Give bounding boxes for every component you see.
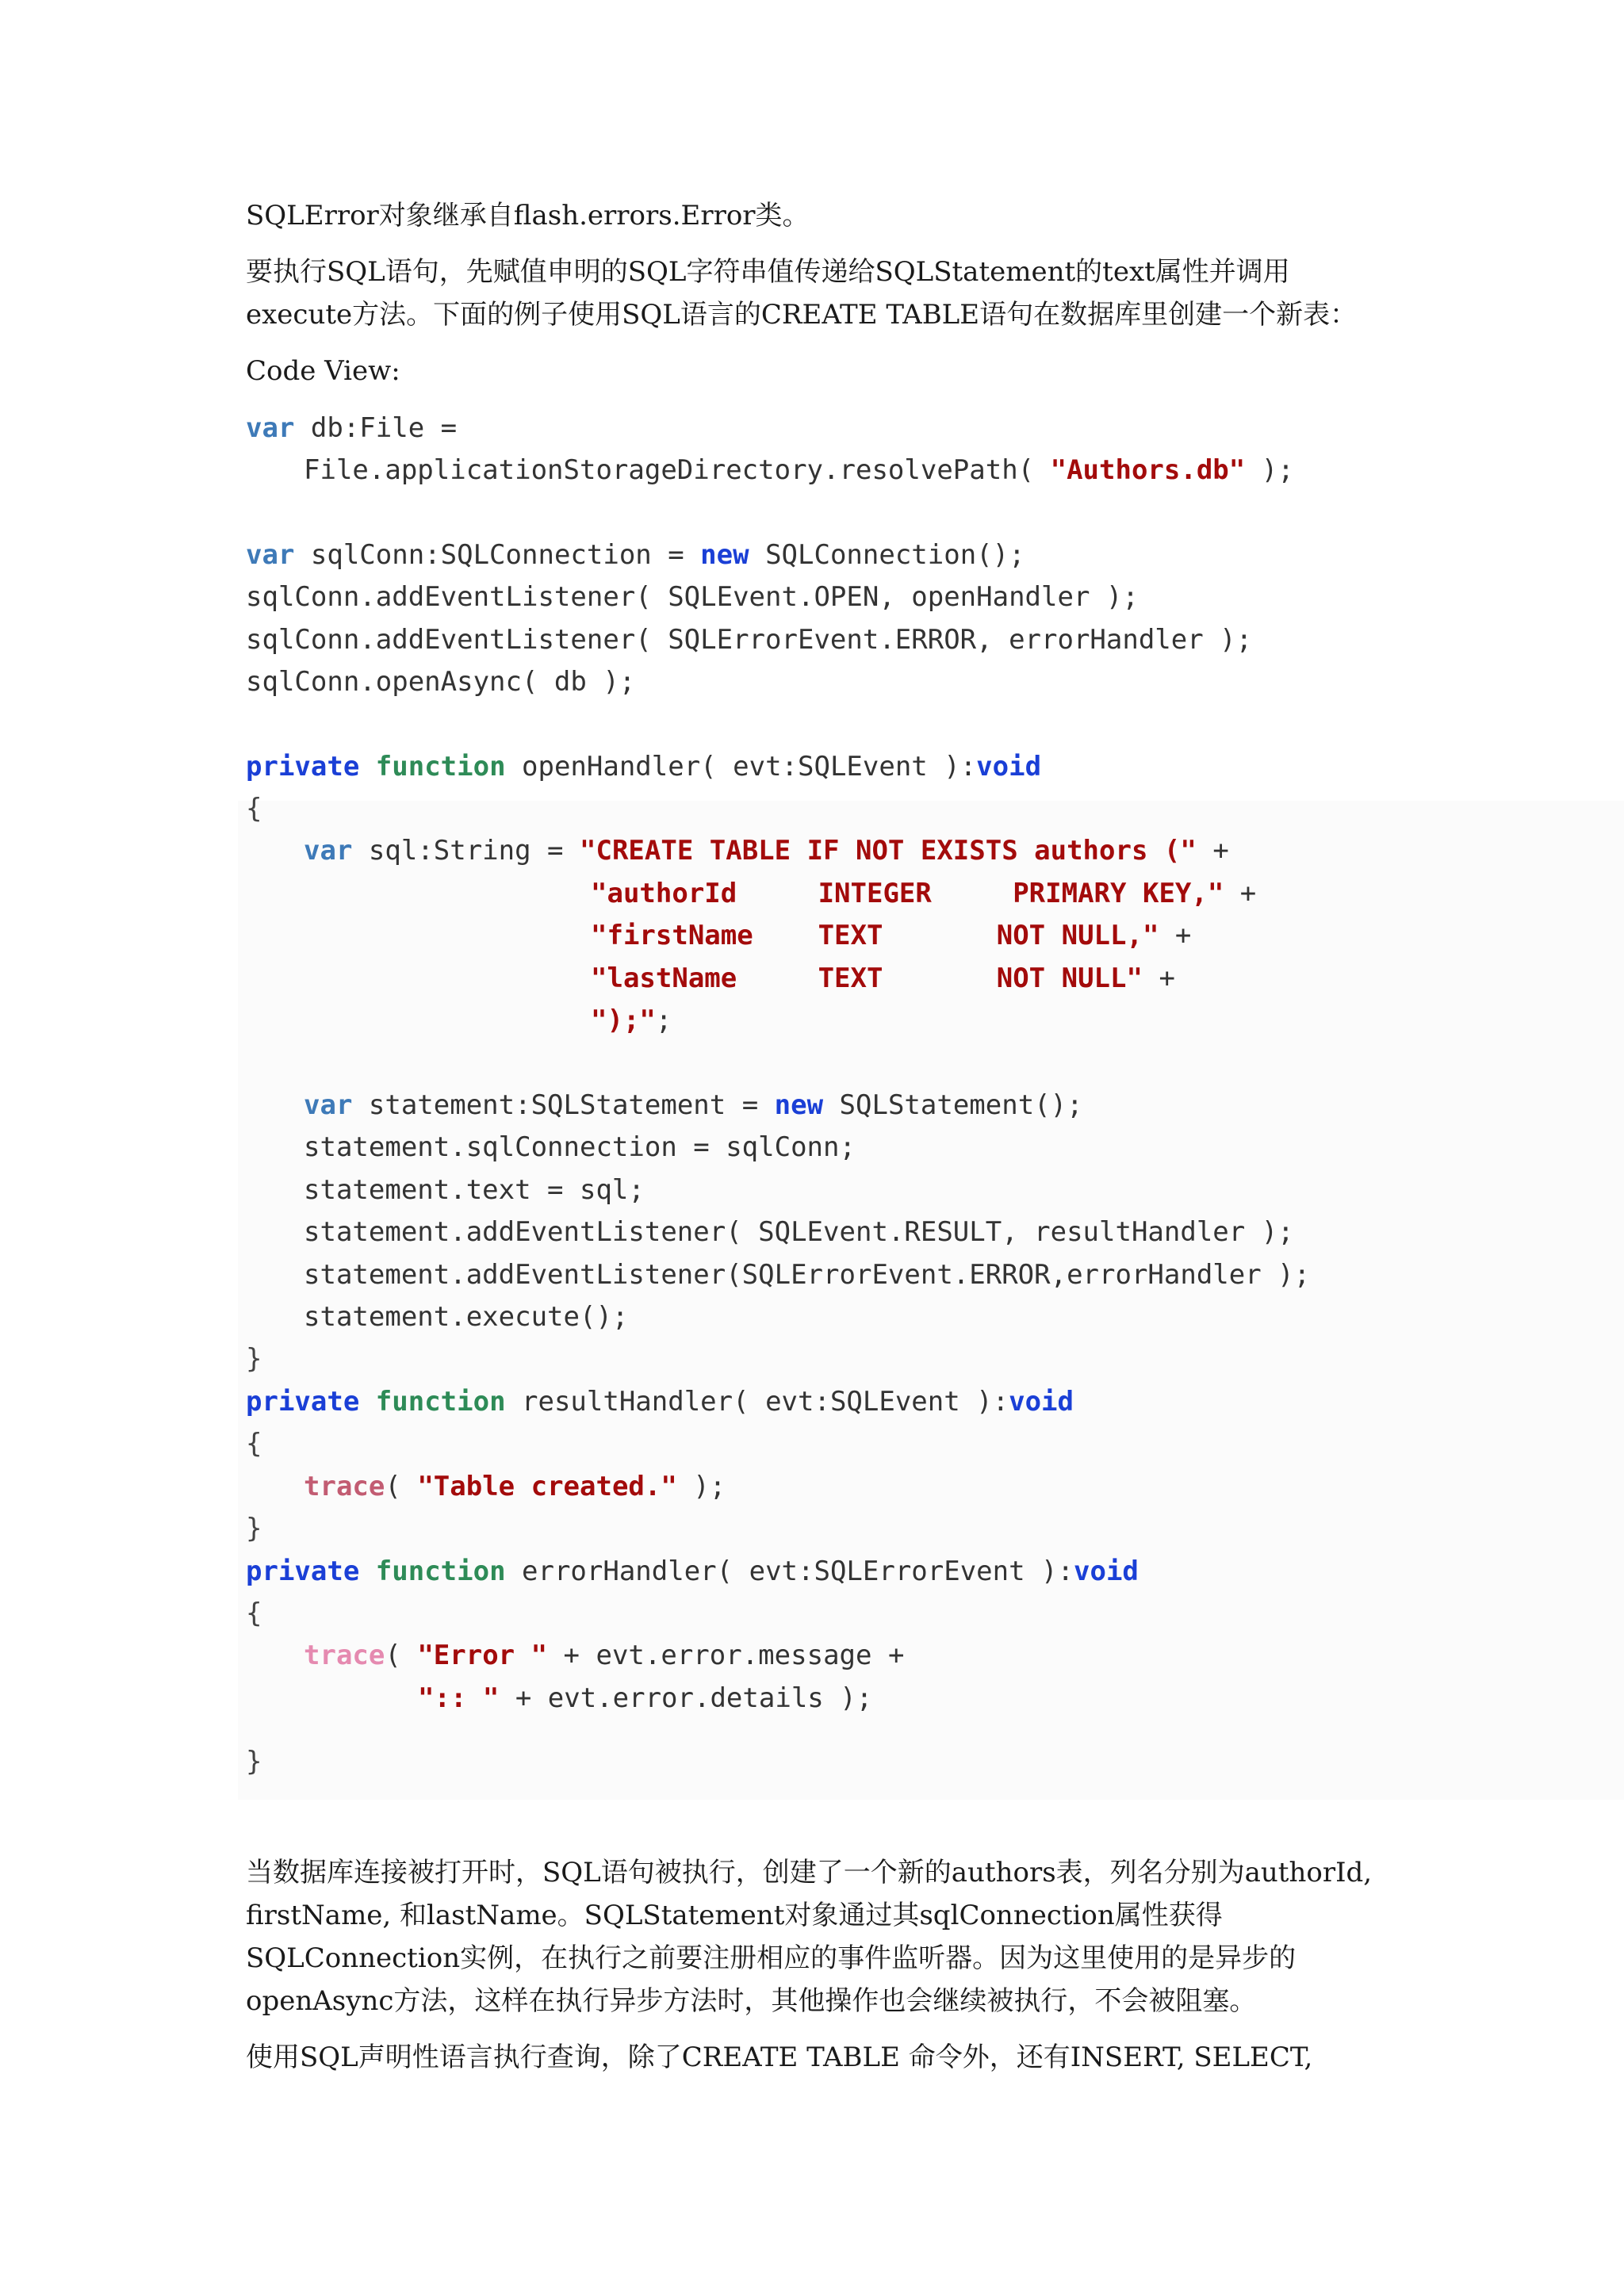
code-line [418,1677,872,1720]
code-text: + [1224,878,1257,909]
keyword: var [304,1089,353,1121]
string-literal: ");" [591,1004,656,1036]
keyword: void [976,751,1042,783]
code-text: ; [655,1004,672,1036]
string-literal: ":: " [418,1682,500,1714]
code-line: } [246,1746,262,1777]
code-text: errorHandler( evt:SQLErrorEvent ): [505,1556,1074,1587]
code-text: ( [385,1471,418,1502]
keyword: var [304,835,353,867]
code-line [246,1550,1139,1593]
code-line: statement.text = sql; [304,1174,645,1206]
keyword: void [1009,1386,1074,1418]
code-text: File.applicationStorageDirectory.resolvePath( [304,454,1051,486]
code-line: statement.addEventListener(SQLErrorEvent.ERROR,errorHandler ); [304,1259,1311,1291]
code-line: statement.addEventListener( SQLEvent.RESULT, resultHandler ); [304,1216,1294,1248]
code-line [591,999,672,1042]
code-text: + [1159,920,1192,951]
code-line: { [246,1428,262,1460]
code-line [304,1084,1083,1127]
string-literal: "authorId INTEGER PRIMARY KEY," [591,878,1224,909]
outro-text [246,1851,1380,2079]
keyword: new [774,1089,824,1121]
code-text: ); [1245,454,1294,486]
outro-paragraph-1: 当数据库连接被打开时，SQL语句被执行，创建了一个新的authors表，列名分别为authorId, firstName, 和lastName。SQLStatement对象通过其sqlConnection属性获得SQLConnection实例，在执行之前要注册相应的事件监听器。因为这里使用的是异步的openAsync方法，这样在执行异步方法时，其他操作也会继续被执行，不会被阻塞。 [246,1857,1373,2017]
code-line [304,1634,904,1677]
code-text: sql:String = [352,835,580,867]
code-line [246,1380,1074,1423]
code-line: } [246,1343,262,1375]
string-literal: "firstName TEXT NOT NULL," [591,920,1159,951]
code-text: db:File = [294,412,458,444]
code-line [246,407,457,450]
code-text: ( [385,1640,418,1671]
string-literal: "lastName TEXT NOT NULL" [591,962,1143,994]
code-line [246,534,1025,576]
code-view-label: Code View: [246,355,400,387]
code-line: } [246,1513,262,1544]
code-line [591,957,1175,1000]
code-line: statement.sqlConnection = sqlConn; [304,1131,856,1163]
code-text: openHandler( evt:SQLEvent ): [505,751,977,783]
code-text: + [1196,835,1229,867]
keyword: private [246,1556,360,1587]
string-literal: "Table created." [417,1471,677,1502]
keyword: var [246,539,295,571]
keyword: void [1074,1556,1139,1587]
code-text: resultHandler( evt:SQLEvent ): [505,1386,1009,1418]
code-line [304,829,1229,872]
string-literal: "Error " [417,1640,548,1671]
code-line: statement.execute(); [304,1301,629,1333]
code-line: { [246,1598,262,1629]
code-line: sqlConn.addEventListener( SQLErrorEvent.ERROR, errorHandler ); [246,624,1253,656]
keyword: var [246,412,295,444]
function-call: trace [304,1471,385,1502]
code-text: sqlConn:SQLConnection = [294,539,701,571]
outro-paragraph-2: 使用SQL声明性语言执行查询，除了CREATE TABLE 命令外，还有INSERT, SELECT, [246,2042,1313,2073]
code-text: SQLStatement(); [823,1089,1083,1121]
intro-paragraph-2: 要执行SQL语句，先赋值申明的SQL字符串值传递给SQLStatement的text属性并调用execute方法。下面的例子使用SQL语言的CREATE TABLE语句在数据库里创建一个新表： [246,256,1358,331]
code-text: + [1142,962,1175,994]
intro-text [246,194,1380,392]
code-line: { [246,793,262,825]
code-text: ); [676,1471,726,1502]
keyword: function [375,1386,506,1418]
intro-paragraph-1: SQLError对象继承自flash.errors.Error类。 [246,200,810,232]
code-line [304,1465,726,1508]
keyword: private [246,1386,360,1418]
code-line: sqlConn.addEventListener( SQLEvent.OPEN, openHandler ); [246,581,1139,613]
keyword: function [375,1556,506,1587]
code-line [591,914,1191,957]
code-text: statement:SQLStatement = [352,1089,775,1121]
string-literal: "CREATE TABLE IF NOT EXISTS authors (" [580,835,1197,867]
function-call: trace [304,1640,385,1671]
keyword: function [375,751,506,783]
code-line [246,745,1041,788]
string-literal: "Authors.db" [1050,454,1246,486]
code-line [591,872,1256,915]
code-text: SQLConnection(); [749,539,1025,571]
code-line: sqlConn.openAsync( db ); [246,666,636,698]
code-text: + evt.error.message + [547,1640,905,1671]
keyword: new [700,539,749,571]
keyword: private [246,751,360,783]
code-line [304,449,1294,492]
code-text: + evt.error.details ); [499,1682,873,1714]
